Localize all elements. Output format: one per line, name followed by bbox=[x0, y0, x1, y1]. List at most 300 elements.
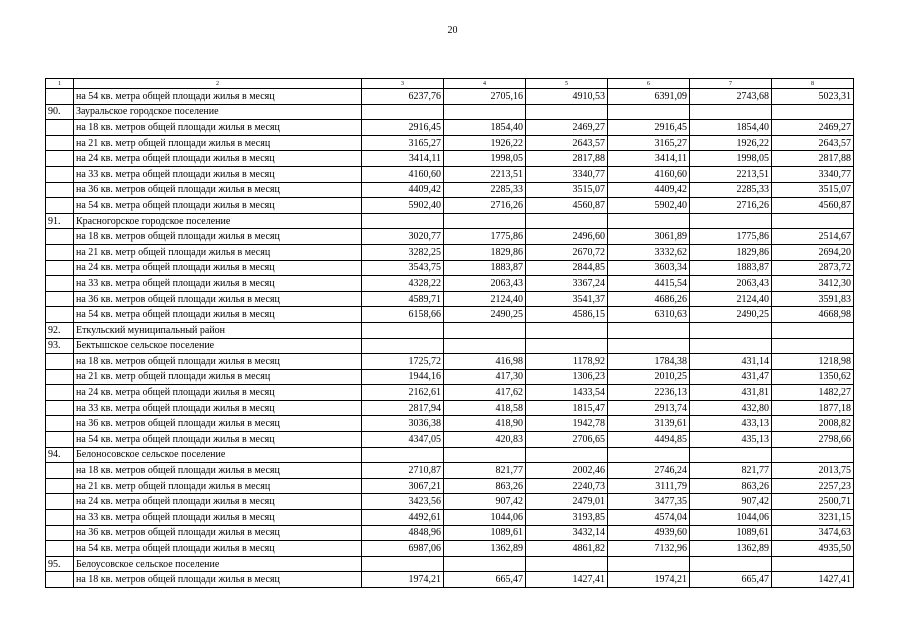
value-cell: 4160,60 bbox=[362, 166, 444, 182]
value-cell: 3474,63 bbox=[772, 525, 854, 541]
row-name-cell: на 33 кв. метра общей площади жилья в месяц bbox=[74, 510, 362, 526]
value-cell: 3591,83 bbox=[772, 291, 854, 307]
value-cell: 4415,54 bbox=[608, 276, 690, 292]
value-cell: 2213,51 bbox=[444, 166, 526, 182]
row-name-cell: на 18 кв. метров общей площади жилья в месяц bbox=[74, 354, 362, 370]
table-row bbox=[46, 369, 854, 385]
value-cell: 3231,15 bbox=[772, 510, 854, 526]
value-cell: 2706,65 bbox=[526, 432, 608, 448]
value-cell: 3477,35 bbox=[608, 494, 690, 510]
value-cell: 2469,27 bbox=[526, 120, 608, 136]
value-cell: 3165,27 bbox=[362, 135, 444, 151]
row-name-cell: Белоносовское сельское поселение bbox=[74, 447, 362, 463]
row-name-cell: Белоусовское сельское поселение bbox=[74, 556, 362, 572]
value-cell: 3036,38 bbox=[362, 416, 444, 432]
value-cell: 2063,43 bbox=[690, 276, 772, 292]
column-number-header: 6 bbox=[608, 79, 690, 89]
value-cell: 1974,21 bbox=[362, 572, 444, 588]
row-number-cell bbox=[46, 276, 74, 292]
value-cell bbox=[690, 213, 772, 229]
row-number-cell bbox=[46, 198, 74, 214]
value-cell: 3067,21 bbox=[362, 478, 444, 494]
value-cell: 418,90 bbox=[444, 416, 526, 432]
row-number-cell: 93. bbox=[46, 338, 74, 354]
table-row bbox=[46, 463, 854, 479]
value-cell: 907,42 bbox=[444, 494, 526, 510]
table-row bbox=[46, 541, 854, 557]
table-row bbox=[46, 494, 854, 510]
value-cell: 3340,77 bbox=[772, 166, 854, 182]
value-cell: 2746,24 bbox=[608, 463, 690, 479]
table-row bbox=[46, 400, 854, 416]
value-cell: 4686,26 bbox=[608, 291, 690, 307]
value-cell: 2844,85 bbox=[526, 260, 608, 276]
row-name-cell: на 21 кв. метр общей площади жилья в месяц bbox=[74, 369, 362, 385]
value-cell: 821,77 bbox=[690, 463, 772, 479]
value-cell: 1775,86 bbox=[444, 229, 526, 245]
value-cell: 3111,79 bbox=[608, 478, 690, 494]
value-cell: 665,47 bbox=[690, 572, 772, 588]
table-row bbox=[46, 338, 854, 354]
value-cell: 2514,67 bbox=[772, 229, 854, 245]
page-number: 20 bbox=[447, 25, 458, 36]
value-cell: 7132,96 bbox=[608, 541, 690, 557]
row-number-cell bbox=[46, 166, 74, 182]
table-row bbox=[46, 89, 854, 105]
value-cell bbox=[690, 338, 772, 354]
value-cell bbox=[608, 556, 690, 572]
row-number-cell bbox=[46, 541, 74, 557]
value-cell bbox=[362, 338, 444, 354]
table-row bbox=[46, 135, 854, 151]
value-cell: 2124,40 bbox=[444, 291, 526, 307]
value-cell: 1815,47 bbox=[526, 400, 608, 416]
value-cell bbox=[608, 104, 690, 120]
value-cell: 2162,61 bbox=[362, 385, 444, 401]
row-number-cell bbox=[46, 432, 74, 448]
value-cell: 665,47 bbox=[444, 572, 526, 588]
value-cell bbox=[444, 322, 526, 338]
table-row bbox=[46, 447, 854, 463]
row-number-cell bbox=[46, 494, 74, 510]
column-number-header-row bbox=[46, 79, 854, 89]
value-cell: 1362,89 bbox=[444, 541, 526, 557]
value-cell: 2285,33 bbox=[444, 182, 526, 198]
value-cell: 1089,61 bbox=[444, 525, 526, 541]
value-cell: 420,83 bbox=[444, 432, 526, 448]
value-cell: 431,47 bbox=[690, 369, 772, 385]
value-cell: 1854,40 bbox=[690, 120, 772, 136]
value-cell bbox=[526, 447, 608, 463]
value-cell: 2479,01 bbox=[526, 494, 608, 510]
table-row bbox=[46, 385, 854, 401]
value-cell: 4492,61 bbox=[362, 510, 444, 526]
value-cell bbox=[772, 322, 854, 338]
table-row bbox=[46, 322, 854, 338]
value-cell bbox=[608, 338, 690, 354]
value-cell: 1433,54 bbox=[526, 385, 608, 401]
value-cell: 3543,75 bbox=[362, 260, 444, 276]
value-cell: 2710,87 bbox=[362, 463, 444, 479]
value-cell: 5902,40 bbox=[362, 198, 444, 214]
value-cell: 3412,30 bbox=[772, 276, 854, 292]
row-number-cell bbox=[46, 182, 74, 198]
value-cell: 4574,04 bbox=[608, 510, 690, 526]
row-number-cell bbox=[46, 385, 74, 401]
value-cell: 1350,62 bbox=[772, 369, 854, 385]
column-number-header: 8 bbox=[772, 79, 854, 89]
value-cell bbox=[772, 447, 854, 463]
value-cell: 2010,25 bbox=[608, 369, 690, 385]
value-cell: 2916,45 bbox=[608, 120, 690, 136]
row-name-cell: на 21 кв. метр общей площади жилья в месяц bbox=[74, 478, 362, 494]
value-cell: 2490,25 bbox=[690, 307, 772, 323]
table-row bbox=[46, 104, 854, 120]
value-cell: 4939,60 bbox=[608, 525, 690, 541]
value-cell: 4560,87 bbox=[526, 198, 608, 214]
row-number-cell bbox=[46, 463, 74, 479]
row-name-cell: Красногорское городское поселение bbox=[74, 213, 362, 229]
value-cell bbox=[690, 447, 772, 463]
value-cell: 4328,22 bbox=[362, 276, 444, 292]
value-cell: 2817,88 bbox=[772, 151, 854, 167]
value-cell: 6987,06 bbox=[362, 541, 444, 557]
value-cell: 435,13 bbox=[690, 432, 772, 448]
row-name-cell: на 21 кв. метр общей площади жилья в месяц bbox=[74, 135, 362, 151]
value-cell: 863,26 bbox=[690, 478, 772, 494]
row-name-cell: на 54 кв. метра общей площади жилья в месяц bbox=[74, 307, 362, 323]
value-cell: 1942,78 bbox=[526, 416, 608, 432]
table-row bbox=[46, 510, 854, 526]
value-cell: 4160,60 bbox=[608, 166, 690, 182]
value-cell: 3282,25 bbox=[362, 244, 444, 260]
row-number-cell bbox=[46, 260, 74, 276]
row-name-cell: Бектышское сельское поселение bbox=[74, 338, 362, 354]
table-row bbox=[46, 307, 854, 323]
row-name-cell: на 33 кв. метра общей площади жилья в месяц bbox=[74, 276, 362, 292]
row-name-cell: на 54 кв. метра общей площади жилья в месяц bbox=[74, 89, 362, 105]
value-cell bbox=[526, 213, 608, 229]
row-number-cell bbox=[46, 510, 74, 526]
column-number-header: 5 bbox=[526, 79, 608, 89]
value-cell: 1829,86 bbox=[690, 244, 772, 260]
table-row bbox=[46, 182, 854, 198]
value-cell: 418,58 bbox=[444, 400, 526, 416]
value-cell: 4910,53 bbox=[526, 89, 608, 105]
table-body bbox=[46, 79, 854, 588]
value-cell: 3139,61 bbox=[608, 416, 690, 432]
row-number-cell bbox=[46, 244, 74, 260]
value-cell: 2285,33 bbox=[690, 182, 772, 198]
value-cell: 417,30 bbox=[444, 369, 526, 385]
row-name-cell: на 54 кв. метра общей площади жилья в месяц bbox=[74, 198, 362, 214]
value-cell bbox=[526, 322, 608, 338]
value-cell: 2236,13 bbox=[608, 385, 690, 401]
value-cell: 431,14 bbox=[690, 354, 772, 370]
value-cell: 431,81 bbox=[690, 385, 772, 401]
row-number-cell bbox=[46, 307, 74, 323]
value-cell bbox=[608, 213, 690, 229]
value-cell: 821,77 bbox=[444, 463, 526, 479]
value-cell: 4848,96 bbox=[362, 525, 444, 541]
tariff-table bbox=[45, 78, 854, 588]
value-cell: 4935,50 bbox=[772, 541, 854, 557]
row-number-cell bbox=[46, 572, 74, 588]
table-row bbox=[46, 229, 854, 245]
value-cell: 1944,16 bbox=[362, 369, 444, 385]
value-cell: 1883,87 bbox=[690, 260, 772, 276]
value-cell: 4589,71 bbox=[362, 291, 444, 307]
value-cell: 1926,22 bbox=[444, 135, 526, 151]
value-cell: 1089,61 bbox=[690, 525, 772, 541]
table-row bbox=[46, 478, 854, 494]
value-cell: 1775,86 bbox=[690, 229, 772, 245]
value-cell bbox=[690, 104, 772, 120]
value-cell: 4560,87 bbox=[772, 198, 854, 214]
value-cell: 2643,57 bbox=[772, 135, 854, 151]
row-number-cell bbox=[46, 400, 74, 416]
value-cell: 2496,60 bbox=[526, 229, 608, 245]
value-cell: 1883,87 bbox=[444, 260, 526, 276]
row-name-cell: на 18 кв. метров общей площади жилья в месяц bbox=[74, 572, 362, 588]
value-cell: 2694,20 bbox=[772, 244, 854, 260]
table-row bbox=[46, 416, 854, 432]
row-name-cell: на 36 кв. метров общей площади жилья в месяц bbox=[74, 182, 362, 198]
table-row bbox=[46, 166, 854, 182]
row-number-cell bbox=[46, 120, 74, 136]
value-cell: 1044,06 bbox=[690, 510, 772, 526]
value-cell: 2817,94 bbox=[362, 400, 444, 416]
value-cell: 2705,16 bbox=[444, 89, 526, 105]
value-cell: 1427,41 bbox=[526, 572, 608, 588]
row-name-cell: на 33 кв. метра общей площади жилья в месяц bbox=[74, 400, 362, 416]
row-name-cell: на 36 кв. метров общей площади жилья в месяц bbox=[74, 525, 362, 541]
value-cell: 3061,89 bbox=[608, 229, 690, 245]
value-cell: 2643,57 bbox=[526, 135, 608, 151]
row-name-cell: на 24 кв. метра общей площади жилья в месяц bbox=[74, 385, 362, 401]
row-number-cell bbox=[46, 369, 74, 385]
value-cell: 3515,07 bbox=[526, 182, 608, 198]
value-cell: 3367,24 bbox=[526, 276, 608, 292]
value-cell: 3423,56 bbox=[362, 494, 444, 510]
value-cell bbox=[362, 104, 444, 120]
value-cell: 6237,76 bbox=[362, 89, 444, 105]
value-cell bbox=[772, 104, 854, 120]
value-cell: 6310,63 bbox=[608, 307, 690, 323]
value-cell bbox=[772, 338, 854, 354]
value-cell: 2817,88 bbox=[526, 151, 608, 167]
value-cell: 1482,27 bbox=[772, 385, 854, 401]
table-row bbox=[46, 276, 854, 292]
row-number-cell bbox=[46, 525, 74, 541]
value-cell: 2063,43 bbox=[444, 276, 526, 292]
table-row bbox=[46, 244, 854, 260]
row-number-cell bbox=[46, 354, 74, 370]
row-name-cell: на 24 кв. метра общей площади жилья в месяц bbox=[74, 260, 362, 276]
value-cell: 4668,98 bbox=[772, 307, 854, 323]
column-number-header: 4 bbox=[444, 79, 526, 89]
value-cell: 4409,42 bbox=[362, 182, 444, 198]
value-cell: 2013,75 bbox=[772, 463, 854, 479]
table-row bbox=[46, 556, 854, 572]
row-name-cell: на 21 кв. метр общей площади жилья в месяц bbox=[74, 244, 362, 260]
row-name-cell: на 54 кв. метра общей площади жилья в месяц bbox=[74, 541, 362, 557]
table-row bbox=[46, 291, 854, 307]
row-number-cell: 90. bbox=[46, 104, 74, 120]
value-cell: 3340,77 bbox=[526, 166, 608, 182]
value-cell: 6391,09 bbox=[608, 89, 690, 105]
value-cell: 2257,23 bbox=[772, 478, 854, 494]
value-cell: 2916,45 bbox=[362, 120, 444, 136]
value-cell: 3414,11 bbox=[362, 151, 444, 167]
row-number-cell: 92. bbox=[46, 322, 74, 338]
row-number-cell: 95. bbox=[46, 556, 74, 572]
row-name-cell: на 33 кв. метра общей площади жилья в месяц bbox=[74, 166, 362, 182]
value-cell: 5023,31 bbox=[772, 89, 854, 105]
row-name-cell: на 24 кв. метра общей площади жилья в месяц bbox=[74, 151, 362, 167]
value-cell: 3165,27 bbox=[608, 135, 690, 151]
row-number-cell bbox=[46, 151, 74, 167]
value-cell: 2124,40 bbox=[690, 291, 772, 307]
column-number-header: 2 bbox=[74, 79, 362, 89]
value-cell: 907,42 bbox=[690, 494, 772, 510]
value-cell: 2913,74 bbox=[608, 400, 690, 416]
row-number-cell bbox=[46, 478, 74, 494]
value-cell bbox=[444, 104, 526, 120]
value-cell: 2469,27 bbox=[772, 120, 854, 136]
value-cell: 3020,77 bbox=[362, 229, 444, 245]
value-cell: 1427,41 bbox=[772, 572, 854, 588]
value-cell: 4494,85 bbox=[608, 432, 690, 448]
row-name-cell: на 54 кв. метра общей площади жилья в месяц bbox=[74, 432, 362, 448]
row-name-cell: на 18 кв. метров общей площади жилья в месяц bbox=[74, 463, 362, 479]
value-cell: 5902,40 bbox=[608, 198, 690, 214]
value-cell: 1877,18 bbox=[772, 400, 854, 416]
value-cell: 1362,89 bbox=[690, 541, 772, 557]
value-cell: 2743,68 bbox=[690, 89, 772, 105]
value-cell: 3432,14 bbox=[526, 525, 608, 541]
value-cell: 1218,98 bbox=[772, 354, 854, 370]
value-cell bbox=[690, 556, 772, 572]
value-cell: 1725,72 bbox=[362, 354, 444, 370]
value-cell bbox=[362, 213, 444, 229]
value-cell: 2490,25 bbox=[444, 307, 526, 323]
row-name-cell: на 24 кв. метра общей площади жилья в месяц bbox=[74, 494, 362, 510]
value-cell bbox=[362, 556, 444, 572]
row-number-cell: 91. bbox=[46, 213, 74, 229]
value-cell: 1926,22 bbox=[690, 135, 772, 151]
column-number-header: 3 bbox=[362, 79, 444, 89]
value-cell: 417,62 bbox=[444, 385, 526, 401]
value-cell: 416,98 bbox=[444, 354, 526, 370]
value-cell bbox=[526, 104, 608, 120]
row-number-cell: 94. bbox=[46, 447, 74, 463]
value-cell bbox=[526, 338, 608, 354]
value-cell: 2670,72 bbox=[526, 244, 608, 260]
value-cell: 3193,85 bbox=[526, 510, 608, 526]
value-cell bbox=[526, 556, 608, 572]
row-number-cell bbox=[46, 229, 74, 245]
row-number-cell bbox=[46, 89, 74, 105]
table-row bbox=[46, 525, 854, 541]
value-cell bbox=[690, 322, 772, 338]
value-cell bbox=[362, 322, 444, 338]
value-cell: 1306,23 bbox=[526, 369, 608, 385]
row-name-cell: Зауральское городское поселение bbox=[74, 104, 362, 120]
value-cell: 2213,51 bbox=[690, 166, 772, 182]
value-cell: 4409,42 bbox=[608, 182, 690, 198]
value-cell: 1998,05 bbox=[444, 151, 526, 167]
row-number-cell bbox=[46, 416, 74, 432]
value-cell bbox=[444, 556, 526, 572]
table-row bbox=[46, 432, 854, 448]
value-cell bbox=[362, 447, 444, 463]
value-cell: 433,13 bbox=[690, 416, 772, 432]
value-cell: 2716,26 bbox=[690, 198, 772, 214]
row-name-cell: на 36 кв. метров общей площади жилья в месяц bbox=[74, 416, 362, 432]
value-cell: 2008,82 bbox=[772, 416, 854, 432]
value-cell: 4586,15 bbox=[526, 307, 608, 323]
table-row bbox=[46, 354, 854, 370]
column-number-header: 1 bbox=[46, 79, 74, 89]
value-cell: 2873,72 bbox=[772, 260, 854, 276]
value-cell: 6158,66 bbox=[362, 307, 444, 323]
value-cell: 2002,46 bbox=[526, 463, 608, 479]
table-row bbox=[46, 151, 854, 167]
table-row bbox=[46, 572, 854, 588]
value-cell bbox=[444, 213, 526, 229]
value-cell bbox=[772, 213, 854, 229]
value-cell: 2798,66 bbox=[772, 432, 854, 448]
row-name-cell: Еткульский муниципальный район bbox=[74, 322, 362, 338]
value-cell: 3414,11 bbox=[608, 151, 690, 167]
value-cell: 863,26 bbox=[444, 478, 526, 494]
row-name-cell: на 18 кв. метров общей площади жилья в месяц bbox=[74, 229, 362, 245]
row-name-cell: на 18 кв. метров общей площади жилья в месяц bbox=[74, 120, 362, 136]
table-row bbox=[46, 120, 854, 136]
value-cell: 1044,06 bbox=[444, 510, 526, 526]
table-row bbox=[46, 213, 854, 229]
value-cell: 1784,38 bbox=[608, 354, 690, 370]
value-cell bbox=[444, 338, 526, 354]
value-cell bbox=[772, 556, 854, 572]
table-row bbox=[46, 260, 854, 276]
value-cell: 1854,40 bbox=[444, 120, 526, 136]
value-cell: 1829,86 bbox=[444, 244, 526, 260]
value-cell: 2716,26 bbox=[444, 198, 526, 214]
value-cell: 2500,71 bbox=[772, 494, 854, 510]
value-cell bbox=[444, 447, 526, 463]
value-cell: 1974,21 bbox=[608, 572, 690, 588]
value-cell: 3332,62 bbox=[608, 244, 690, 260]
row-number-cell bbox=[46, 291, 74, 307]
value-cell: 1178,92 bbox=[526, 354, 608, 370]
value-cell: 3515,07 bbox=[772, 182, 854, 198]
value-cell: 3603,34 bbox=[608, 260, 690, 276]
value-cell: 4861,82 bbox=[526, 541, 608, 557]
value-cell: 4347,05 bbox=[362, 432, 444, 448]
value-cell: 3541,37 bbox=[526, 291, 608, 307]
row-number-cell bbox=[46, 135, 74, 151]
table-row bbox=[46, 198, 854, 214]
value-cell bbox=[608, 322, 690, 338]
value-cell bbox=[608, 447, 690, 463]
row-name-cell: на 36 кв. метров общей площади жилья в месяц bbox=[74, 291, 362, 307]
column-number-header: 7 bbox=[690, 79, 772, 89]
value-cell: 1998,05 bbox=[690, 151, 772, 167]
value-cell: 432,80 bbox=[690, 400, 772, 416]
value-cell: 2240,73 bbox=[526, 478, 608, 494]
